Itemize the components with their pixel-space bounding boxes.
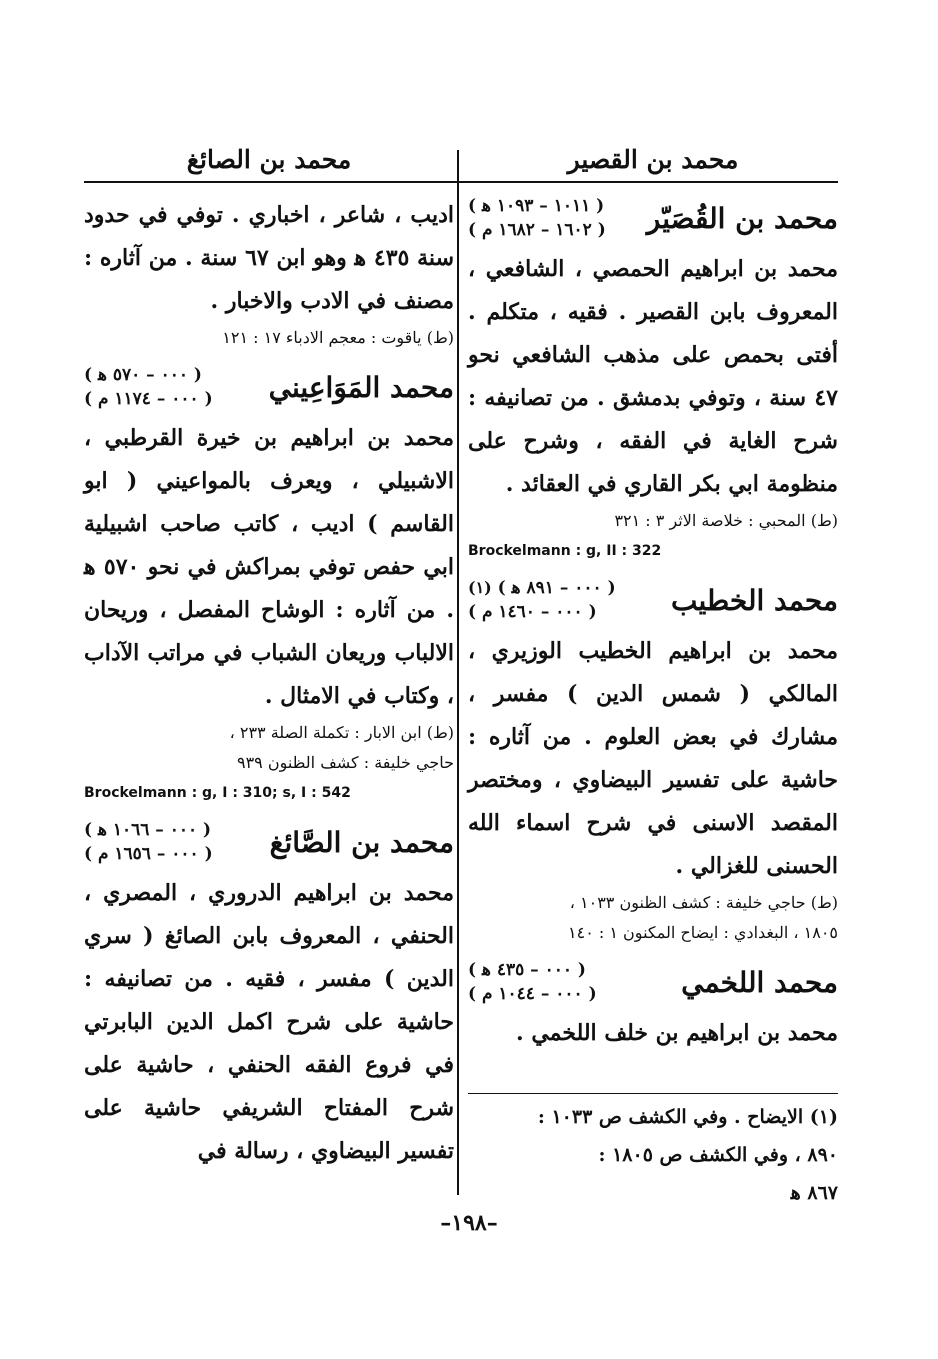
entry-source: (ط) حاجي خليفة : كشف الظنون ١٠٣٣ ، [569, 893, 838, 912]
entry-source: حاجي خليفة : كشف الظنون ٩٣٩ [236, 753, 454, 772]
entry-al-lakhmi [468, 958, 838, 1055]
left-column [84, 140, 454, 1173]
entry-source: (ط) ياقوت : معجم الادباء ١٧ : ١٢١ [222, 328, 454, 347]
gregorian-dates: ( ٠٠٠ – ١١٧٤ م ) [84, 389, 213, 409]
entry-dates [84, 818, 213, 866]
gregorian-dates: ( ٠٠٠ – ١٦٥٦ م ) [84, 844, 213, 864]
entry-text: محمد بن ابراهيم الخطيب الوزيري ، المالكي ( شمس الدين ) مفسر ، مشارك في بعض العلوم . من آثاره : حاشية على تفسير البيضاوي ، ومختصر المقصد الاسنى في شرح اسماء الله الحسنى للغزالي . [468, 638, 838, 879]
gregorian-dates: ( ٠٠٠ – ١٠٤٤ م ) [468, 984, 597, 1004]
entry-name: محمد بن الصَّائغ [269, 825, 454, 859]
entry-ibn-al-qusayr [468, 194, 838, 566]
entry-dates [84, 363, 213, 411]
entry-continuation [84, 194, 454, 353]
hijri-dates: ( ٠٠٠ – ٤٣٥ ﻫ ) [468, 960, 586, 980]
entry-text: اديب ، شاعر ، اخباري . توفي في حدود سنة ٤٣٥ ﻫ وهو ابن ٦٧ سنة . من آثاره : مصنف في الادب والاخبار . [84, 202, 454, 314]
entry-text: محمد بن ابراهيم الدروري ، المصري ، الحنفي ، المعروف بابن الصائغ ( سري الدين ) مفسر ، فقيه . من تصانيفه : حاشية على شرح اكمل الدين البابرتي في فروع الفقه الحنفي ، حاشية على شرح المفتاح الشريفي حاشية على تفسير البيضاوي ، رسالة في [84, 880, 454, 1164]
right-column [468, 140, 838, 1204]
running-head-right: محمد بن القصير [567, 145, 739, 174]
gregorian-dates: ( ٠٠٠ – ١٤٦٠ م ) [468, 602, 597, 622]
entry-source: (ط) المحبي : خلاصة الاثر ٣ : ٣٢١ [614, 511, 838, 530]
entry-source: ١٨٠٥ ، البغدادي : ايضاح المكنون ١ : ١٤٠ [568, 923, 838, 942]
footnote-rule [468, 1093, 838, 1094]
entry-text: محمد بن ابراهيم الحمصي ، الشافعي ، المعروف بابن القصير . فقيه ، متكلم . أفتى بحمص على مذهب الشافعي نحو ٤٧ سنة ، وتوفي بدمشق . من تصانيفه : شرح الغاية في الفقه ، وشرح على منظومة ابي بكر القاري في العقائد . [468, 256, 838, 497]
entry-text: محمد بن ابراهيم بن خيرة القرطبي ، الاشبيلي ، ويعرف بالمواعيني ( ابو القاسم ) اديب ، كاتب صاحب اشبيلية ابي حفص توفي بمراكش في نحو ٥٧٠ ﻫ . من آثاره : الوشاح المفصل ، وريحان الالباب وريعان الشباب في مراتب الآداب ، وكتاب في الامثال . [84, 425, 454, 709]
entry-dates [468, 194, 606, 242]
footnote-marker: (١) [468, 578, 492, 597]
entry-name: محمد اللخمي [681, 965, 838, 999]
page-number: –١٩٨– [440, 1210, 498, 1236]
entry-latin-reference: Brockelmann : g, II : 322 [468, 543, 662, 559]
hijri-dates: ( ١٠١١ – ١٠٩٣ ﻫ ) [468, 196, 605, 216]
entry-name: محمد بن القُصَيّر [646, 201, 838, 235]
entry-name: محمد المَوَاعِيني [268, 370, 454, 404]
running-head-left: محمد بن الصائغ [186, 145, 352, 174]
column-divider [457, 150, 459, 1195]
gregorian-dates: ( ١٦٠٢ – ١٦٨٢ م ) [468, 220, 606, 240]
entry-al-khatib [468, 576, 838, 948]
entry-name: محمد الخطيب [670, 583, 838, 617]
entry-al-mawaini [84, 363, 454, 808]
entry-text: محمد بن ابراهيم بن خلف اللخمي . [516, 1020, 838, 1046]
entry-source: (ط) ابن الابار : تكملة الصلة ٢٣٣ ، [229, 723, 454, 742]
hijri-dates: ( ٠٠٠ – ٥٧٠ ﻫ ) [84, 365, 202, 385]
entry-dates [468, 576, 616, 624]
footnote-line: ٨٦٧ ﻫ [790, 1182, 838, 1204]
footnote-line: ٨٩٠ ، وفي الكشف ص ١٨٠٥ : [598, 1144, 838, 1166]
entry-ibn-al-saigh [84, 818, 454, 1173]
hijri-dates: ( ٠٠٠ – ٨٩١ ﻫ ) [497, 578, 616, 598]
entry-dates [468, 958, 597, 1006]
footnote [468, 1098, 838, 1212]
entry-latin-reference: Brockelmann : g, I : 310; s, I : 542 [84, 785, 351, 801]
footnote-line: (١) الايضاح . وفي الكشف ص ١٠٣٣ : [537, 1106, 838, 1128]
hijri-dates: ( ٠٠٠ – ١٠٦٦ ﻫ ) [84, 820, 212, 840]
